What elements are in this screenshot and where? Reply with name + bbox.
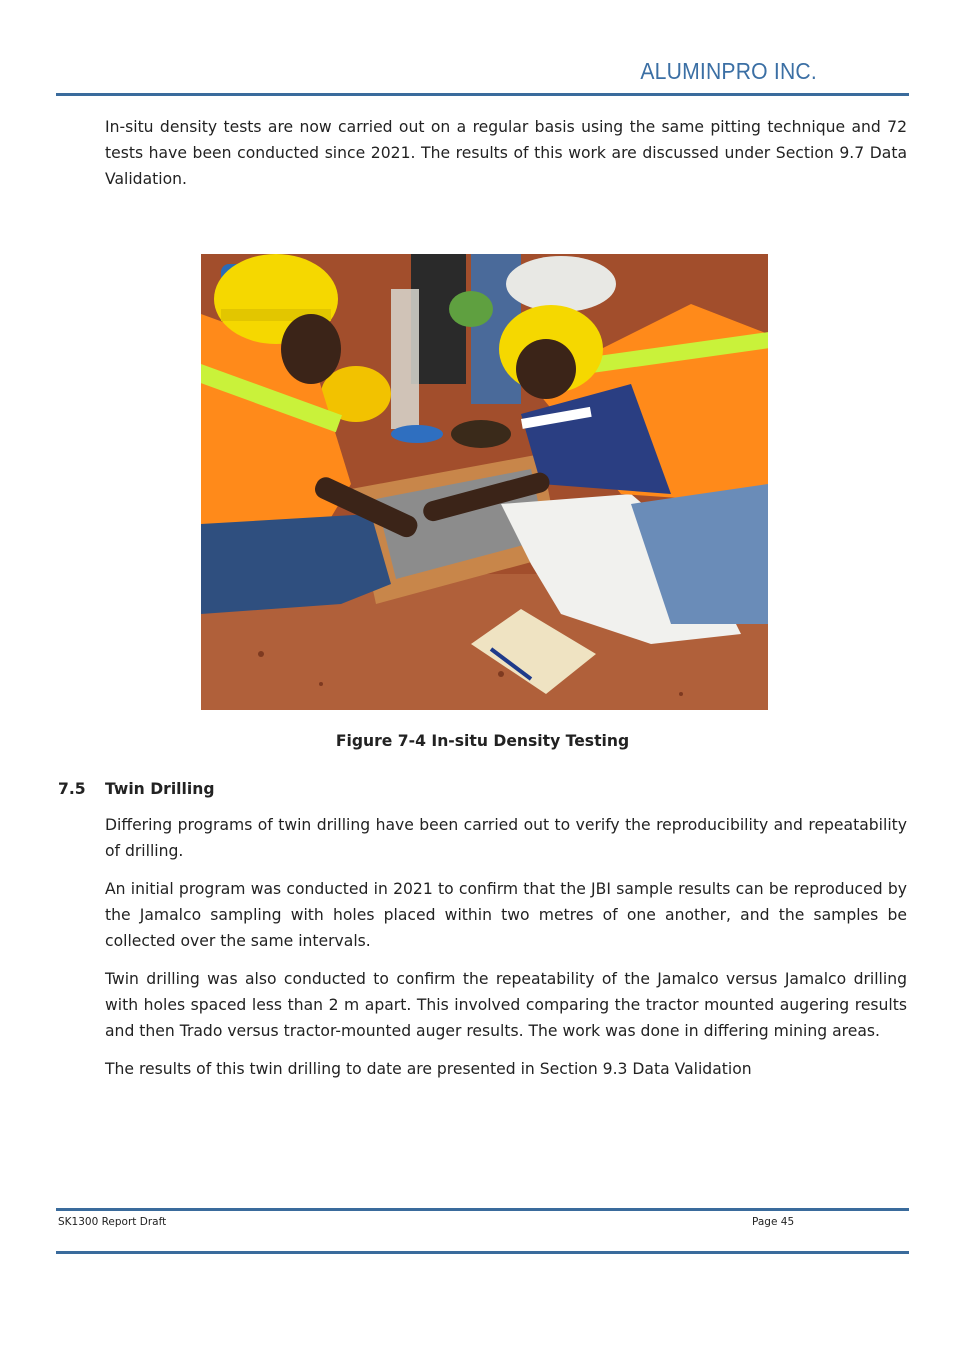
section-title: Twin Drilling <box>105 780 215 798</box>
footer-rule-bottom <box>56 1251 909 1254</box>
density-testing-photo <box>201 254 768 710</box>
footer-rule-top <box>56 1208 909 1211</box>
section-paragraph-4: The results of this twin drilling to date are presented in Section 9.3 Data Validation <box>105 1060 752 1078</box>
section-paragraph-3: Twin drilling was also conducted to confirm the repeatability of the Jamalco versus Jamalco drilling with holes spaced less than 2 m apart. This involved comparing the tractor mounted augering results and then Trado versus tractor-mounted auger results. The work was done in differing mining areas. <box>105 970 907 1040</box>
intro-paragraph: In-situ density tests are now carried out on a regular basis using the same pitting technique and 72 tests have been conducted since 2021. The results of this work are discussed under Section 9.7 Data Validation. <box>105 118 907 188</box>
header-rule <box>56 93 909 96</box>
header-company-name: ALUMINPRO INC. <box>640 58 817 84</box>
footer-page-number: Page 45 <box>752 1216 795 1228</box>
section-number: 7.5 <box>58 780 86 798</box>
section-paragraph-2: An initial program was conducted in 2021 to confirm that the JBI sample results can be reproduced by the Jamalco sampling with holes placed within two metres of one another, and the samples be collected over the same intervals. <box>105 880 907 950</box>
section-paragraph-1: Differing programs of twin drilling have been carried out to verify the reproducibility and repeatability of drilling. <box>105 816 907 860</box>
footer-report-name: SK1300 Report Draft <box>58 1216 167 1228</box>
figure-caption: Figure 7-4 In-situ Density Testing <box>335 732 630 750</box>
